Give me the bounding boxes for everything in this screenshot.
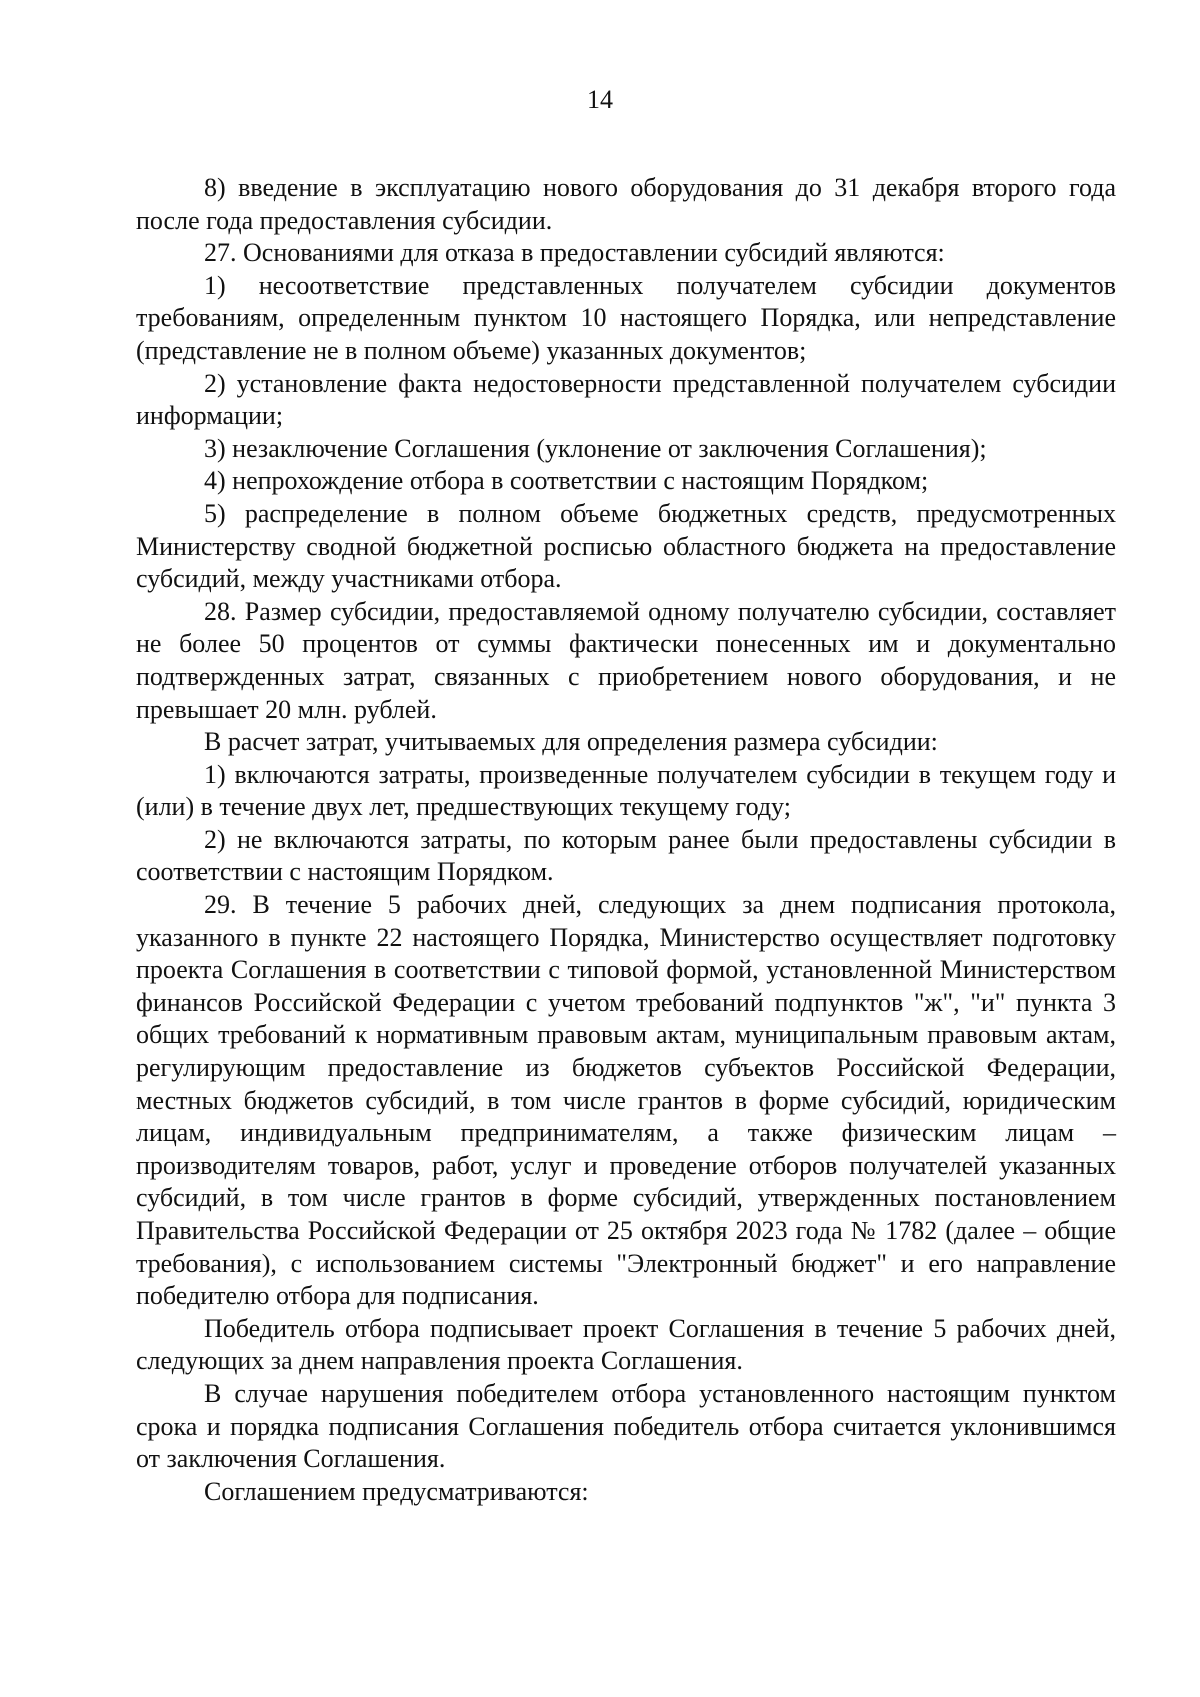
- paragraph-cost-calculation: В расчет затрат, учитываемых для определения размера субсидии:: [204, 727, 938, 757]
- paragraph-cost-included: 1) включаются затраты, произведенные получателем субсидии в текущем году и (или) в течение двух лет, предшествующих текущему году;: [136, 759, 1116, 822]
- paragraph-refusal-reason-3: 3) незаключение Соглашения (уклонение от заключения Соглашения);: [204, 433, 987, 463]
- paragraph-item-8: 8) введение в эксплуатацию нового оборудования до 31 декабря второго года после года предоставления субсидии.: [136, 173, 1116, 235]
- paragraph-clause-27: 27. Основаниями для отказа в предоставлении субсидий являются:: [204, 238, 945, 268]
- paragraph-violation: В случае нарушения победителем отбора установленного настоящим пунктом срока и порядка подписания Соглашения победитель отбора считается уклонившимся от заключения Соглашения.: [136, 1378, 1116, 1474]
- paragraph-refusal-reason-5: 5) распределение в полном объеме бюджетных средств, предусмотренных Министерству сводной бюджетной росписью областного бюджета на предоставление субсидий, между участниками отбора.: [136, 498, 1116, 594]
- paragraph-cost-excluded: 2) не включаются затраты, по которым ранее были предоставлены субсидии в соответствии с настоящим Порядком.: [136, 824, 1116, 887]
- paragraph-winner-signs: Победитель отбора подписывает проект Соглашения в течение 5 рабочих дней, следующих за днем направления проекта Соглашения.: [136, 1313, 1116, 1376]
- paragraph-clause-28: 28. Размер субсидии, предоставляемой одному получателю субсидии, составляет не более 50 процентов от суммы фактически понесенных им и документально подтвержденных затрат, связанных с приобретением нового оборудования, и не превышает 20 млн. рублей.: [136, 596, 1116, 724]
- paragraph-clause-29: 29. В течение 5 рабочих дней, следующих за днем подписания протокола, указанного в пункте 22 настоящего Порядка, Министерство осуществляет подготовку проекта Соглашения в соответствии с типовой формой, установленной Министерством финансов Российской Федерации с учетом требований подпунктов "ж", "и" пункта 3 общих требований к нормативным правовым актам, муниципальным правовым актам, регулирующим предоставление из бюджетов субъектов Российской Федерации, местных бюджетов субсидий, в том числе грантов в форме субсидий, юридическим лицам, индивидуальным предпринимателям, а также физическим лицам – производителям товаров, работ, услуг и проведение отборов получателей указанных субсидий, в том числе грантов в форме субсидий, утвержденных постановлением Правительства Российской Федерации от 25 октября 2023 года № 1782 (далее – общие требования), с использованием системы "Электронный бюджет" и его направление победителю отбора для подписания.: [136, 890, 1116, 1311]
- paragraph-refusal-reason-1: 1) несоответствие представленных получателем субсидии документов требованиям, определенным пунктом 10 настоящего Порядка, или непредставление (представление не в полном объеме) указанных документов;: [136, 270, 1116, 365]
- paragraph-agreement-provides: Соглашением предусматриваются:: [204, 1476, 589, 1506]
- paragraph-refusal-reason-4: 4) непрохождение отбора в соответствии с настоящим Порядком;: [204, 466, 929, 496]
- paragraph-refusal-reason-2: 2) установление факта недостоверности представленной получателем субсидии информации;: [136, 368, 1116, 431]
- document-body: [136, 172, 1116, 1508]
- page-number: 14: [587, 85, 613, 114]
